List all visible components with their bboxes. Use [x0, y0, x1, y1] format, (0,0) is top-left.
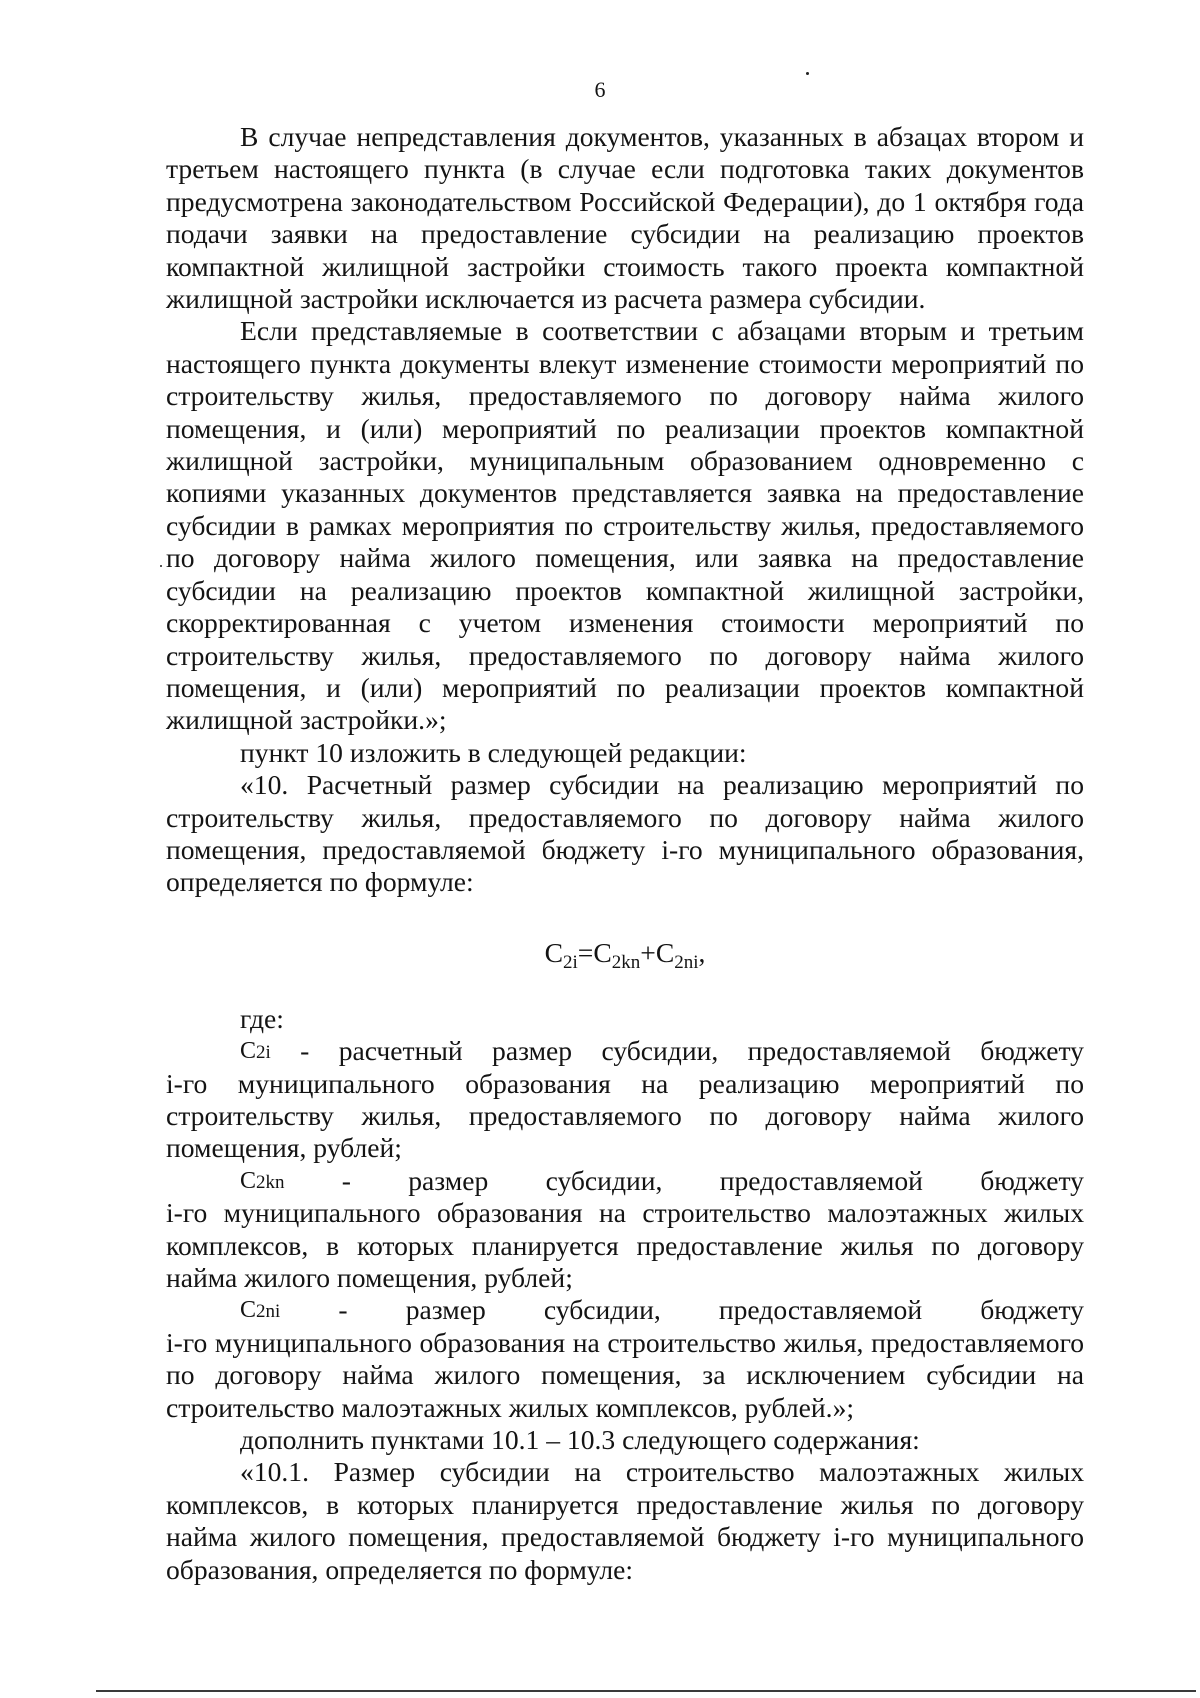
definition-c2kn: [166, 1165, 1084, 1295]
definition-word: субсидии,: [545, 1164, 663, 1196]
definition-symbol: C2ni: [240, 1297, 281, 1324]
definition-word: размер: [408, 1164, 489, 1196]
definition-word: предоставляемой: [719, 1164, 923, 1196]
formula-c2i: [166, 933, 1084, 973]
paragraph-item-10-1: «10.1. Размер субсидии на строительство малоэтажных жилых комплексов, в которых планируется предоставление жилья по договору найма жилого помещения, предоставляемой бюджету i-го муниципального образования, определяется по формуле:: [166, 1456, 1084, 1585]
definition-first-line: [166, 1294, 1084, 1326]
document-body: [166, 121, 1084, 1586]
paragraph-cost-change: Если представляемые в соответствии с абзацами вторым и третьим настоящего пункта документы влекут изменение стоимости мероприятий по строительству жилья, предоставляемого по договору найма жилого помещения, и (или) мероприятий по реализации проектов компактной жилищной застройки, муниципальным образованием одновременно с копиями указанных документов представляется заявка на предоставление субсидии в рамках мероприятия по строительству жилья, предоставляемого по договору найма жилого помещения, или заявка на предоставление субсидии на реализацию проектов компактной жилищной застройки, скорректированная с учетом изменения стоимости мероприятий по строительству жилья, предоставляемого по договору найма жилого помещения, и (или) мероприятий по реализации проектов компактной жилищной застройки.»;: [166, 315, 1084, 736]
definition-word: размер: [492, 1035, 573, 1067]
definition-word: расчетный: [338, 1035, 463, 1067]
definition-first-line: [166, 1035, 1084, 1067]
definition-word: субсидии,: [601, 1035, 719, 1067]
definition-text: i-го муниципального образования на строительство малоэтажных жилых комплексов, в которых планируется предоставление жилья по договору найма жилого помещения, рублей;: [166, 1197, 1084, 1293]
definition-c2ni: [166, 1294, 1084, 1424]
definition-first-line: [166, 1165, 1084, 1197]
formula-tail: ,: [698, 936, 706, 968]
definition-symbol: C2i: [240, 1038, 271, 1065]
definition-word: бюджету: [980, 1294, 1084, 1326]
formula-term-1-subscript: 2kn: [611, 951, 641, 973]
definition-word: предоставляемой: [747, 1035, 951, 1067]
formula-term-1: C: [593, 936, 612, 968]
formula-lhs: C: [544, 936, 563, 968]
definition-word: бюджету: [980, 1164, 1084, 1196]
definition-dash: -: [300, 1035, 310, 1067]
scan-edge-line: [96, 1690, 1196, 1692]
definition-dash: -: [341, 1164, 351, 1196]
scan-speck: [160, 565, 162, 567]
paragraph-add-items: дополнить пунктами 10.1 – 10.3 следующего содержания:: [240, 1424, 920, 1456]
formula-lhs-subscript: 2i: [563, 951, 578, 973]
definition-word: субсидии,: [543, 1294, 661, 1326]
formula-equals: =: [577, 936, 594, 968]
definition-text: i-го муниципального образования на строительство жилья, предоставляемого по договору найма жилого помещения, за исключением субсидии на строительство малоэтажных жилых комплексов, рублей.»;: [166, 1326, 1084, 1423]
definition-text: i-го муниципального образования на реализацию мероприятий по строительству жилья, предоставляемого по договору найма жилого помещения, рублей;: [166, 1067, 1084, 1164]
definition-word: размер: [405, 1294, 486, 1326]
definition-word: предоставляемой: [718, 1294, 923, 1326]
formula-term-2: C: [655, 936, 675, 968]
formula-plus: +: [640, 936, 656, 968]
definition-symbol: C2kn: [240, 1167, 285, 1194]
definition-c2i: [166, 1035, 1084, 1165]
where-label: где:: [240, 1002, 284, 1034]
paragraph-item-10-intro: пункт 10 изложить в следующей редакции:: [240, 736, 747, 768]
formula-term-2-subscript: 2ni: [674, 951, 699, 973]
scan-speck: [806, 72, 809, 75]
paragraph-non-submission: В случае непредставления документов, указанных в абзацах втором и третьем настоящего пункта (в случае если подготовка таких документов предусмотрена законодательством Российской Федерации), до 1 октября года подачи заявки на предоставление субсидии на реализацию проектов компактной жилищной застройки стоимость такого проекта компактной жилищной застройки исключается из расчета размера субсидии.: [166, 121, 1084, 315]
definition-word: бюджету: [980, 1035, 1084, 1067]
definition-dash: -: [338, 1294, 348, 1326]
paragraph-item-10: «10. Расчетный размер субсидии на реализацию мероприятий по строительству жилья, предоставляемого по договору найма жилого помещения, предоставляемой бюджету i-го муниципального образования, определяется по формуле:: [166, 769, 1084, 898]
page-number: 6: [594, 77, 606, 102]
